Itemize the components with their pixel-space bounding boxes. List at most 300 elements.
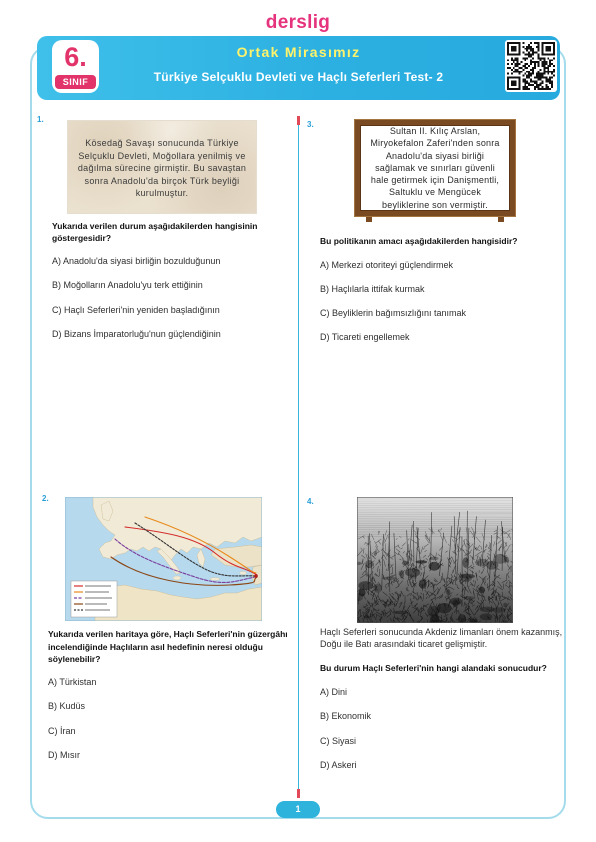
qr-module [526,86,528,88]
stem-line: göstergesidir? [52,233,112,243]
qr-module [542,61,544,63]
qr-module [526,57,528,59]
qr-module [534,61,536,63]
map-island-cyprus [240,571,247,574]
qr-module [528,54,530,56]
question-4-option-c: C) Siyasi [320,736,357,746]
qr-module [536,73,538,75]
qr-module [534,82,536,84]
derslig-logo: derslig [265,12,331,33]
question-1-passage [68,137,256,200]
qr-module [528,71,530,73]
qr-module [536,46,538,48]
qr-module [536,80,538,82]
qr-code-graphic [507,42,555,90]
question-1-number: 1. [37,115,44,124]
qr-module [530,84,532,86]
qr-module [549,65,551,67]
qr-module [522,88,524,90]
qr-module [530,63,532,65]
qr-module [530,78,532,80]
qr-module [551,73,553,75]
qr-module [532,57,534,59]
qr-module [513,71,515,73]
qr-module [511,69,513,71]
qr-module [524,82,526,84]
qr-module [517,65,519,67]
qr-module [519,71,521,73]
qr-module [543,61,545,63]
qr-module [520,61,522,63]
qr-module [536,82,538,84]
qr-module [526,82,528,84]
question-4-option-a: A) Dini [320,687,348,697]
qr-module [534,63,536,65]
qr-module [524,78,526,80]
qr-module [542,82,544,84]
stem-line: incelendiğinde Haçlıların asıl hedefinin neresi olduğu [48,641,263,652]
qr-module [524,63,526,65]
qr-module [528,84,530,86]
qr-module [547,80,549,82]
qr-module [528,75,530,77]
qr-module [534,65,536,67]
qr-module [536,52,538,54]
qr-module [526,48,528,50]
qr-module [536,75,538,77]
question-2-option-d: D) Mısır [48,750,80,760]
qr-module [549,80,551,82]
qr-module [530,59,532,61]
qr-module [538,61,540,63]
qr-module [534,80,536,82]
unit-title: Ortak Mirasımız [236,44,361,60]
qr-module [551,80,553,82]
qr-module [524,54,526,56]
qr-module [524,86,526,88]
qr-module [515,71,517,73]
qr-module [542,80,544,82]
qr-module [538,63,540,65]
qr-module [542,86,544,88]
question-4-passage [320,626,562,650]
question-1-stem [52,220,257,244]
question-3-sign-text [360,125,510,211]
qr-module [549,88,551,90]
qr-module [538,55,540,57]
qr-module [549,71,551,73]
qr-module [551,82,553,84]
qr-module [538,88,540,90]
qr-module [547,71,549,73]
page-number: 1 [276,801,320,818]
qr-module [517,71,519,73]
qr-module [534,77,536,79]
qr-module [547,86,549,88]
qr-module [542,57,544,59]
divider-bottom-marker [297,789,300,798]
map-island-crete [210,578,220,581]
passage-line: dağılma sürecine girmiştir. Bu savaştan [77,163,247,173]
qr-module [551,77,553,79]
qr-module [540,84,542,86]
qr-module [532,69,534,71]
qr-module [526,75,528,77]
qr-module [538,54,540,56]
passage-line: Selçuklu Devleti, Moğollara yenilmiş ve [78,150,246,161]
qr-module [524,59,526,61]
qr-module [549,82,551,84]
qr-module [545,61,547,63]
qr-module [522,65,524,67]
qr-module [532,80,534,82]
qr-module [526,71,528,73]
sign-line: beyliklerine son vermiştir. [382,199,488,210]
crusades-route-map [65,497,262,621]
qr-module [507,73,509,75]
qr-module [530,55,532,57]
qr-module [540,88,542,90]
qr-module [534,86,536,88]
sign-line: Anadolu'da siyasi birliği [385,150,485,161]
qr-module [545,63,547,65]
qr-module [532,73,534,75]
question-4-stem: Bu durum Haçlı Seferleri'nin hangi alandaki sonucudur? [320,663,547,673]
qr-module [528,77,530,79]
qr-module [526,63,528,65]
qr-module [538,65,540,67]
qr-module [513,61,515,63]
question-1-option-b: B) Moğolların Anadolu'yu terk ettiğinin [52,280,203,290]
divider-top-marker [297,116,300,125]
passage-line: Haçlı Seferleri sonucunda Akdeniz limanları önem kazanmış, [320,627,563,637]
qr-module [551,84,553,86]
question-2-option-c: C) İran [48,726,76,736]
qr-module [524,88,526,90]
qr-module [538,42,540,44]
qr-module [545,67,547,69]
qr-module [519,67,521,69]
qr-module [515,59,517,61]
qr-module [534,52,536,54]
qr-module [545,46,551,52]
stem-line: Yukarıda verilen durum aşağıdakilerden hangisinin [52,221,258,231]
passage-line: Kösedağ Savaşı sonucunda Türkiye [85,138,239,148]
question-1-option-a: A) Anadolu'da siyasi birliğin bozulduğunun [52,256,221,266]
qr-module [543,63,545,65]
qr-module [530,54,532,56]
sign-line: hale getirmek için Danişmentli, [370,175,500,186]
qr-module [515,63,517,65]
question-2-option-b: B) Kudüs [48,701,86,711]
qr-module [526,88,528,90]
qr-module [522,78,524,80]
qr-module [551,86,553,88]
stem-line: söylenebilir? [48,654,101,664]
qr-module [528,65,530,67]
qr-module [524,67,526,69]
qr-module [534,42,536,44]
qr-module [538,57,540,59]
qr-module [553,57,555,59]
qr-module [524,73,526,75]
qr-module [540,69,542,71]
qr-module [540,82,542,84]
question-4-option-b: B) Ekonomik [320,711,372,721]
qr-module [522,69,524,71]
qr-module [547,78,549,80]
qr-module [543,65,545,67]
map-destination-marker [254,574,258,578]
qr-module [545,78,547,80]
qr-module [528,82,530,84]
qr-module [551,71,553,73]
qr-module [542,73,544,75]
qr-module [522,52,524,54]
qr-module [543,77,545,79]
qr-module [530,50,532,52]
qr-module [507,63,509,65]
qr-module [524,84,526,86]
qr-module [547,88,549,90]
qr-module [532,48,534,50]
stem-line: Yukarıda verilen haritaya göre, Haçlı Seferleri'nin güzergâhı [48,629,288,639]
qr-module [553,69,555,71]
qr-module [538,50,540,52]
qr-module [547,69,549,71]
qr-module [511,46,517,52]
qr-module [543,88,545,90]
qr-module [532,84,534,86]
qr-module [511,57,513,59]
grade-number: 6. [64,42,87,72]
qr-module [517,61,519,63]
qr-module [515,69,517,71]
qr-module [517,59,519,61]
qr-module [511,73,513,75]
qr-module [545,80,547,82]
qr-module [538,73,540,75]
question-3-option-a: A) Merkezi otoriteyi güçlendirmek [320,260,454,270]
qr-module [538,86,540,88]
qr-module [511,63,513,65]
qr-module [542,77,544,79]
qr-module [538,75,540,77]
qr-module [532,71,534,73]
grade-label: SINIF [55,75,96,89]
qr-module [538,78,540,80]
qr-module [538,77,540,79]
qr-module [553,71,555,73]
qr-module [517,63,519,65]
question-2-number: 2. [42,494,49,503]
qr-module [526,80,528,82]
qr-module [532,67,534,69]
qr-module [530,46,532,48]
qr-module [538,44,540,46]
qr-module [530,61,532,63]
qr-module [553,65,555,67]
qr-module [536,84,538,86]
qr-module [507,59,509,61]
qr-module [515,65,517,67]
qr-code-icon [505,40,557,92]
qr-module [543,59,545,61]
qr-module [547,65,549,67]
qr-module [540,73,542,75]
question-1-option-c: C) Haçlı Seferleri'nin yeniden başladığının [52,305,220,315]
question-3-stem: Bu politikanın amacı aşağıdakilerden hangisidir? [320,236,518,246]
engraving-graphic [357,497,513,623]
qr-module [536,77,538,79]
qr-module [534,88,536,90]
sign-line: Saltuklu ve Mengücek [388,187,482,198]
map-island-sicily [173,576,181,580]
qr-module [532,54,534,56]
qr-module [530,80,532,82]
qr-module [515,57,517,59]
question-3-number: 3. [307,120,314,129]
sign-line: Miryokefalon Zaferi'nden sonra [370,138,500,149]
qr-module [522,80,524,82]
qr-module [540,75,542,77]
qr-module [549,61,551,63]
qr-module [528,48,530,50]
qr-module [536,42,538,44]
qr-module [522,75,524,77]
qr-module [513,59,515,61]
question-4-option-d: D) Askeri [320,760,357,770]
question-3-option-d: D) Ticareti engellemek [320,332,410,342]
qr-module [507,67,509,69]
qr-module [524,80,526,82]
qr-module [551,63,553,65]
qr-module [522,46,524,48]
qr-module [547,57,549,59]
question-2-option-a: A) Türkistan [48,677,97,687]
qr-module [530,48,532,50]
test-title: Türkiye Selçuklu Devleti ve Haçlı Seferleri Test- 2 [153,70,444,84]
qr-module [517,57,519,59]
qr-module [511,80,517,86]
qr-module [530,73,532,75]
qr-module [519,73,521,75]
qr-module [545,84,547,86]
question-3-option-c: C) Beyliklerin bağımsızlığını tanımak [320,308,467,318]
map-legend [71,581,117,617]
qr-module [545,77,547,79]
question-1-passage-card [68,121,256,213]
qr-module [513,67,515,69]
crusades-map-graphic [65,497,262,621]
qr-module [530,75,532,77]
qr-module [526,46,528,48]
question-4-number: 4. [307,497,314,506]
qr-module [524,57,526,59]
qr-module [551,59,553,61]
qr-module [543,71,545,73]
qr-module [538,46,540,48]
worksheet-header [37,36,560,100]
qr-module [540,57,542,59]
qr-module [543,69,545,71]
qr-module [528,44,530,46]
passage-line: Doğu ile Batı arasındaki ticaret gelişmiştir. [320,639,488,649]
qr-module [549,78,551,80]
crusade-battle-engraving [357,497,513,623]
question-3-option-b: B) Haçlılarla ittifak kurmak [320,284,425,294]
question-2-stem [48,628,288,666]
qr-module [520,71,522,73]
qr-module [528,52,530,54]
qr-module [528,88,530,90]
qr-module [538,48,540,50]
qr-module [517,69,519,71]
qr-module [530,42,532,44]
question-1-option-d: D) Bizans İmparatorluğu'nun güçlendiğinin [52,329,221,339]
question-3-wooden-sign [355,120,515,216]
qr-module [549,63,551,65]
qr-module [532,50,534,52]
qr-module [538,84,540,86]
qr-module [526,54,528,56]
qr-module [522,86,524,88]
qr-module [522,42,524,44]
qr-module [526,77,528,79]
qr-module [538,71,540,73]
qr-module [530,69,532,71]
qr-module [524,48,526,50]
sign-line: Sultan II. Kılıç Arslan, [389,126,481,136]
qr-module [540,77,542,79]
qr-module [547,73,549,75]
qr-module [547,67,549,69]
qr-module [540,78,542,80]
qr-module [526,50,528,52]
qr-module [526,67,528,69]
qr-module [545,88,547,90]
qr-module [519,63,521,65]
qr-module [534,67,536,69]
qr-module [543,67,545,69]
qr-module [536,86,538,88]
qr-module [549,59,551,61]
qr-module [543,73,545,75]
qr-module [553,75,555,77]
column-divider [298,117,300,798]
qr-module [511,59,513,61]
qr-module [509,67,511,69]
qr-module [542,75,544,77]
qr-module [542,65,544,67]
qr-module [536,61,538,63]
qr-module [520,67,522,69]
qr-module [545,71,547,73]
qr-module [532,61,534,63]
qr-module [524,65,526,67]
qr-module [543,57,545,59]
qr-module [545,86,547,88]
qr-module [528,55,530,57]
qr-module [549,77,551,79]
qr-module [528,46,530,48]
qr-module [528,73,530,75]
passage-line: kurulmuştur. [135,188,189,198]
qr-module [542,63,544,65]
sign-line: sağlamak ve sınırları güvenli [375,162,495,173]
qr-module [540,59,542,61]
qr-module [532,52,534,54]
